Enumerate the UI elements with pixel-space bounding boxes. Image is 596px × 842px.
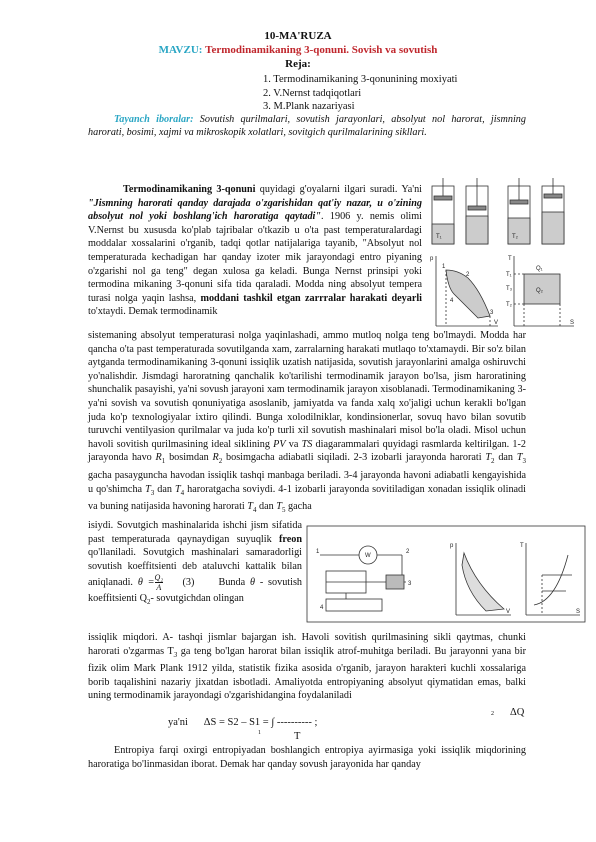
p3-sub: 2 bbox=[146, 598, 151, 607]
p1-text: to'xtaydi. Demak termodinamik bbox=[88, 306, 218, 318]
p2-symbol: T bbox=[516, 452, 523, 464]
p2-sub: 3 bbox=[150, 488, 155, 497]
paragraph-1 bbox=[88, 183, 422, 319]
entropy-equation bbox=[168, 716, 317, 729]
p2-text: gacha pasayguncha havodan issiqlik tashqi manbaga beriladi. 3-4 jarayonda havoni adiabatli kengayishida u qo'shimcha bbox=[88, 469, 526, 495]
p1-quote: "Jismning harorati qanday darajada o'zgarishidan qat'iy nazar, u o'zining absolyut nol yoki boshlang'ich haroratiga qaytadi" bbox=[88, 197, 422, 223]
fig-label: W bbox=[365, 553, 371, 559]
paragraph-5: Entropiya farqi oxirgi entropiyadan boshlangich entropiya ayirmasiga yoki issiqlik miqdorining haroratiga bo'linmasidan iborat. Demak har qanday sovush jarayonida har qanday bbox=[88, 745, 526, 770]
fig-label: T₂ bbox=[512, 234, 518, 240]
paragraph-3 bbox=[88, 519, 302, 610]
p2-symbol: T bbox=[174, 483, 181, 495]
fig-label: T₁ bbox=[436, 234, 442, 240]
p2-symbol: T bbox=[247, 501, 253, 513]
fig-label: Q₂ bbox=[536, 288, 543, 294]
fig-label: V bbox=[506, 609, 511, 615]
p2-italic: TS bbox=[301, 438, 313, 450]
equation-number: (3) bbox=[182, 577, 195, 589]
p2-sub: 4 bbox=[252, 506, 257, 515]
p2-sub: 4 bbox=[180, 488, 185, 497]
topic-label: MAVZU: bbox=[158, 44, 203, 56]
p2-text: gacha bbox=[285, 501, 312, 513]
fig-label: T₂ bbox=[506, 302, 512, 308]
integral-numerator: ΔQ bbox=[510, 707, 525, 718]
p2-sub: 5 bbox=[281, 506, 286, 515]
fig-label: V bbox=[494, 320, 499, 326]
p3-bold: freon bbox=[278, 533, 302, 545]
integral-denominator: T bbox=[294, 731, 301, 742]
fraction-numerator: Q₂ bbox=[154, 573, 164, 583]
p2-sub: 1 bbox=[161, 457, 166, 466]
fig-label: 2 bbox=[466, 272, 470, 278]
p2-symbol: T bbox=[276, 501, 282, 513]
p2-text: bosimgacha adiabatli siqiladi. 2-3 izobarli jarayonda harorati bbox=[222, 452, 486, 464]
p3-text: isiydi. Sovutgich mashinalarida ishchi jism sifatida past temperaturada qaynaydigan suyuqlik bbox=[88, 520, 302, 545]
ts-diagram-bottom bbox=[526, 543, 580, 615]
cooling-coefficient-fraction bbox=[155, 573, 164, 592]
theta-symbol: θ bbox=[249, 577, 255, 589]
p2-text: dan bbox=[154, 483, 175, 495]
p2-symbol: R bbox=[155, 452, 162, 464]
fig-label: T₃ bbox=[506, 286, 513, 292]
fig-label: p bbox=[430, 256, 434, 262]
keywords-label: Tayanch iboralar: bbox=[114, 114, 194, 125]
lecture-title: 10-MA'RUZA bbox=[264, 30, 332, 42]
topic-value: Termodinamikaning 3-qonuni. Sovish va sovutish bbox=[205, 44, 438, 56]
fig-label: 3 bbox=[408, 581, 412, 587]
p2-sub: 2 bbox=[491, 457, 495, 466]
paragraph-4 bbox=[88, 631, 526, 703]
p2-text: haroratgacha soviydi. 4-1 izobarli jarayonda sovitiladigan xonadan issiqlik olinadi va buning natijasida havoning harorati bbox=[88, 483, 526, 513]
p2-symbol: T bbox=[485, 452, 492, 464]
plan-item: 1. Termodinamikaning 3-qonunining moxiyati bbox=[263, 74, 458, 85]
fig-label: Q₁ bbox=[536, 266, 543, 272]
topic-line bbox=[0, 44, 596, 57]
fig-label: 3 bbox=[490, 310, 494, 316]
p4-text: issiqlik miqdori. A- tashqi jismlar bajargan ish. Havoli sovitish qurilmasining sikli qaytmas, chunki harorati o'zgarmas T bbox=[88, 632, 526, 657]
fig-label: 1 bbox=[442, 264, 446, 270]
p2-symbol: R bbox=[212, 452, 219, 464]
p2-text: sistemaning absolyut temperaturasi nolga yaqinlashadi, ammo mutloq nolga teng bo'lmaydi. Modda har qancha o'ta past temperaturada sovutilganda xam, zarralarning harakati mutlaqo to'xtamaydi. Bir so'z bilan aytganda termodinamikaning 3-qonuni issiqlik uzatish natijasida, sovutish jarayonlarini amalga oshiruvchi yo'nalishdir. Jismdagi haroratning qanchalik ko'tarilishi termodinamik jarayon bo'lsa, jism haroratining shunchalik pasayishi, ya'ni sovush jarayoni xam termodinamik jarayon xisoblanadi. Termodinamikaning 3-ya'ni sovish va sovutish qonuniyatiga asoslanib, jamiyatda va fanda xalq xo'jaligi uchun kerakli bo'lgan juda ko'p texnologiyalar ixtiro qilindi. Bunga xolodilniklar, kondinsionerlar, sovuq havo bilan sovutib turuvchi ventilyasion qurilmalar va juda ko'p turli xil sovutish mashinalari misol bo'la oladi. Misol uchun havoli sovitish qurilmasining ideal siklining bbox=[88, 330, 526, 450]
p1-bold-phrase: moddani tashkil etgan zarrralar harakati deyarli bbox=[200, 292, 422, 304]
p2-text: bosimdan bbox=[165, 452, 213, 464]
fig-label: T bbox=[520, 543, 524, 549]
fig-label: 4 bbox=[450, 298, 454, 304]
fig-label: 1 bbox=[316, 549, 320, 555]
keywords-text: Sovutish qurilmalari, sovutish jarayonlari, absolyut nol harorat, jismning harorati, bosimi, xajmi va mikroskopik xolatlari, sovitgich qurilmalarining sikllari. bbox=[88, 114, 526, 139]
p2-text: va bbox=[285, 438, 302, 450]
p4-text: ga teng bo'lgan harorat bilan issiqlik atrof-muhitga beriladi. Bu jarayonni yana bir fizik olim Mark Plank 1912 yilda, statistik fizika asosida o'rganib, jarayon harakteri kuchli xossalariga borib taqalishini nazariy jixatdan isbotladi. Amaliyotda entropiyaning absolyut qiymatidan emas, balki uning termodinamik jarayondagi o'zgarishidangina foydalaniladi bbox=[88, 645, 526, 702]
p3-text: qo'llaniladi. Sovutgich mashinalari samaradorligi sovutish koeffitsienti deb ataluvchi kattalik bilan aniqlanadi. bbox=[88, 547, 302, 589]
fig-label: p bbox=[450, 543, 454, 549]
p2-text: diagarammalari quyidagi rasmlarda keltirilgan. 1-2 jarayonda havo bbox=[88, 438, 526, 464]
p2-text: dan bbox=[256, 501, 277, 513]
equation-body: ΔS = S2 – S1 = ∫ ---------- ; bbox=[203, 717, 318, 728]
cylinder-diagrams bbox=[432, 178, 564, 244]
p1-text: quyidagi g'oyalarni ilgari suradi. Ya'ni bbox=[255, 184, 422, 195]
pv-diagram-bottom bbox=[456, 543, 511, 615]
fraction-denominator: A bbox=[156, 583, 162, 593]
equation-prefix: ya'ni bbox=[168, 717, 188, 728]
p4-sub: 3 bbox=[173, 650, 178, 659]
fig-label: 2 bbox=[406, 549, 410, 555]
figure-refrigerator-scheme bbox=[306, 525, 586, 623]
paragraph-2 bbox=[88, 329, 526, 518]
theta-symbol: θ = bbox=[137, 577, 155, 589]
p3-text: - sovutgichdan olingan bbox=[150, 593, 244, 605]
fig-label: T₁ bbox=[506, 272, 512, 278]
p2-sub: 3 bbox=[522, 457, 526, 466]
fig-label: S bbox=[576, 609, 581, 615]
plan-item: 2. V.Nernst tadqiqotlari bbox=[263, 87, 362, 99]
figure-cycle-diagrams bbox=[428, 178, 578, 330]
keywords-paragraph bbox=[88, 113, 526, 140]
p3-text: Bunda bbox=[213, 577, 250, 589]
plan-item: 3. M.Plank nazariyasi bbox=[263, 101, 355, 113]
fig-label: 4 bbox=[320, 605, 324, 611]
plan-heading: Reja: bbox=[285, 58, 311, 70]
fig-label: S bbox=[570, 320, 575, 326]
integral-upper-limit: 2 bbox=[491, 711, 494, 717]
refrigerator-scheme bbox=[320, 546, 406, 611]
ts-diagram bbox=[514, 256, 574, 326]
plan-list bbox=[263, 73, 457, 114]
p2-italic: PV bbox=[273, 438, 286, 450]
p3-text: - sovutish koeffitsienti Q bbox=[88, 577, 303, 605]
p2-symbol: T bbox=[145, 483, 151, 495]
fig-label: T bbox=[508, 256, 512, 262]
p2-text: dan bbox=[494, 452, 517, 464]
p2-sub: 2 bbox=[218, 457, 223, 466]
p1-bold-term: Termodinamikaning 3-qonuni bbox=[123, 184, 256, 195]
p1-text: . 1906 y. nemis olimi V.Nernst bu xususda ko'plab tajribalar o'tkazib u o'ta past temperaturalardagi moddalar xossalarini o'rganib, tadqi qotlar natijalariga tayanib, "Absolyut nol temperaturada kechadigan har qanday izoter mik jarayondagi entro piyaning o'zgarishi nol ga teng" degan xulosa ga keladi. Bunga Nernst prinsipi yoki termodina mikaning 3-qonuni sifa tida qaraladi. Modda ning absolyut tempera turasi nolga yaqin lashsa, bbox=[88, 211, 422, 304]
integral-lower-limit: 1 bbox=[258, 730, 261, 736]
